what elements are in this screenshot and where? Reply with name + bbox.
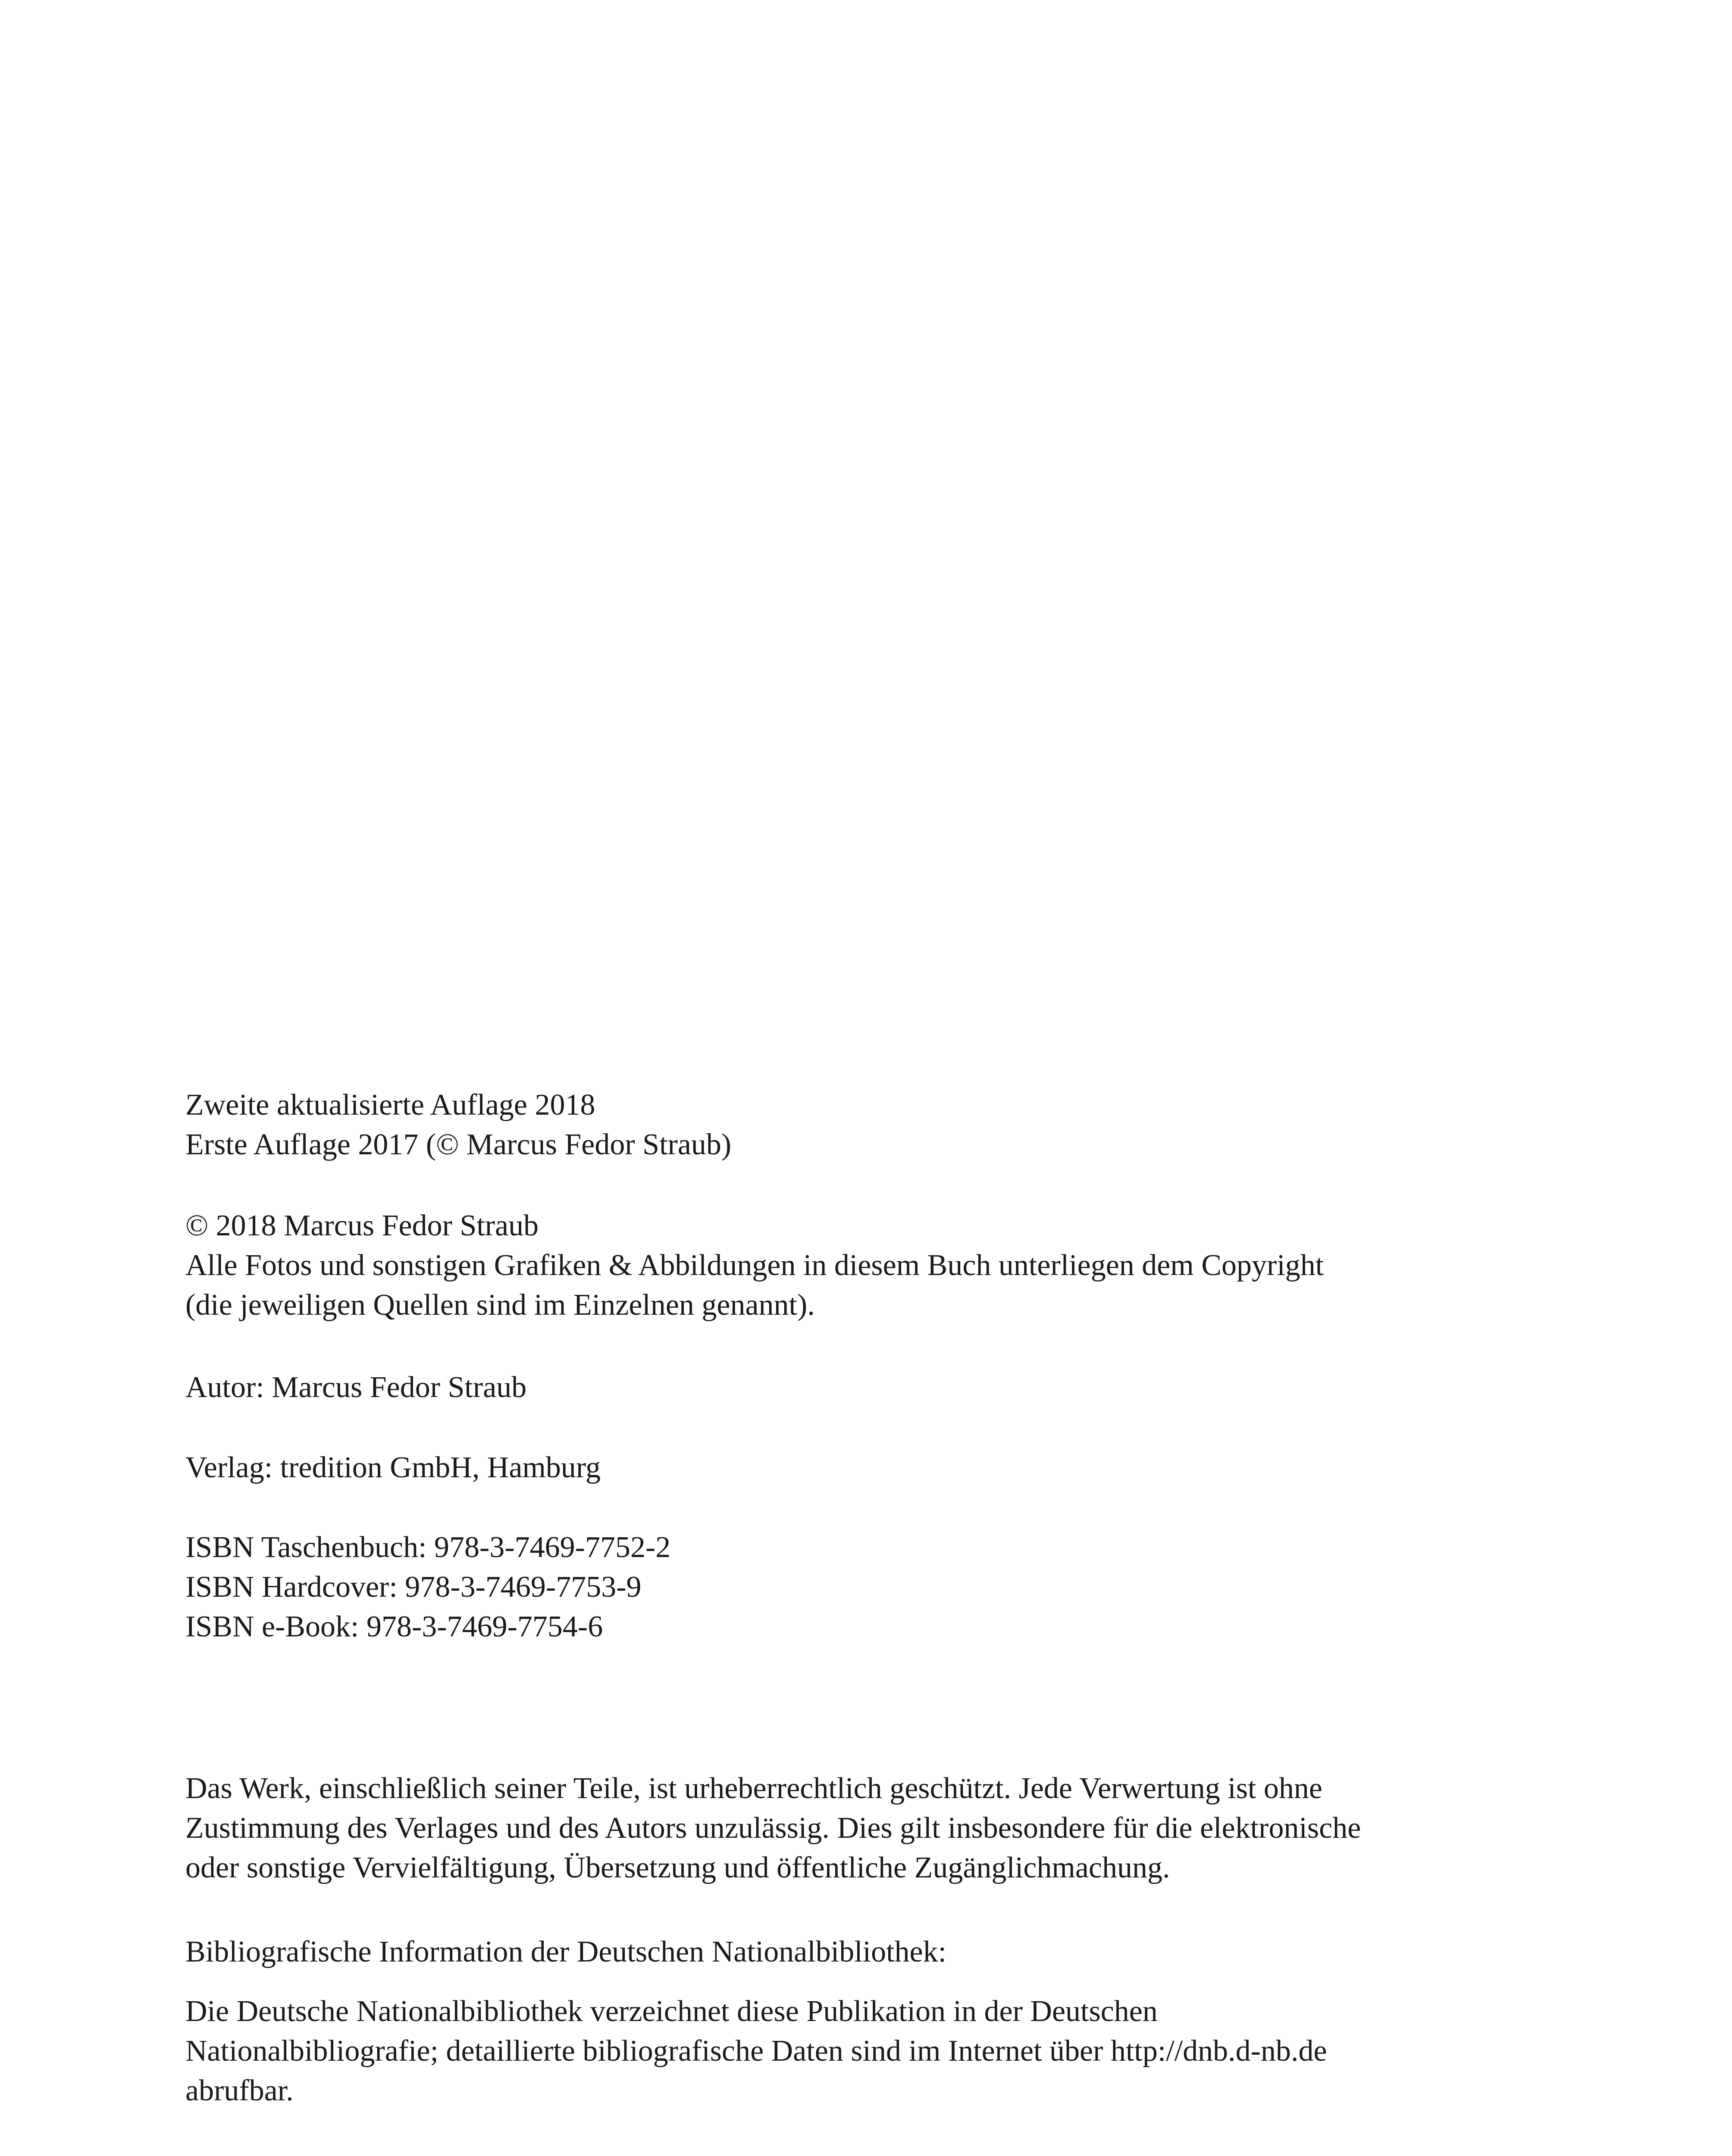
isbn-ebook: ISBN e-Book: 978-3-7469-7754-6 [185, 1610, 603, 1643]
legal-line-2: Zustimmung des Verlages und des Autors unzulässig. Dies gilt insbesondere für die elektronische [185, 1811, 1361, 1845]
legal-line-3: oder sonstige Vervielfältigung, Übersetzung und öffentliche Zugänglichmachung. [185, 1851, 1170, 1884]
edition-info [185, 1085, 1608, 1165]
legal-notice [185, 1769, 1608, 1888]
isbn-list [185, 1528, 1608, 1647]
copyright-notice: © 2018 Marcus Fedor Straub [185, 1209, 539, 1242]
bibliography-line-2: Nationalbibliografie; detaillierte bibliografische Daten sind im Internet über http://dnb.d-nb.de [185, 2034, 1327, 2068]
publisher-info [185, 1448, 1608, 1488]
author-info [185, 1368, 1608, 1407]
publisher-line: Verlag: tredition GmbH, Hamburg [185, 1451, 601, 1484]
bibliography-heading-block [185, 1932, 1608, 1972]
bibliography-heading: Bibliografische Information der Deutschen Nationalbibliothek: [185, 1935, 947, 1968]
copyright-info [185, 1206, 1608, 1325]
edition-first-line: Erste Auflage 2017 (© Marcus Fedor Straub) [185, 1128, 732, 1161]
bibliography-text [185, 1992, 1608, 2111]
edition-second-line: Zweite aktualisierte Auflage 2018 [185, 1088, 595, 1122]
legal-line-1: Das Werk, einschließlich seiner Teile, ist urheberrechtlich geschützt. Jede Verwertung ist ohne [185, 1772, 1322, 1805]
bibliography-line-1: Die Deutsche Nationalbibliothek verzeichnet diese Publikation in der Deutschen [185, 1995, 1158, 2028]
bibliography-line-3: abrufbar. [185, 2074, 294, 2107]
images-copyright-line-1: Alle Fotos und sonstigen Grafiken & Abbildungen in diesem Buch unterliegen dem Copyright [185, 1249, 1324, 1282]
isbn-paperback: ISBN Taschenbuch: 978-3-7469-7752-2 [185, 1531, 671, 1564]
author-line: Autor: Marcus Fedor Straub [185, 1371, 527, 1404]
isbn-hardcover: ISBN Hardcover: 978-3-7469-7753-9 [185, 1570, 642, 1604]
images-copyright-line-2: (die jeweiligen Quellen sind im Einzelnen genannt). [185, 1288, 815, 1322]
